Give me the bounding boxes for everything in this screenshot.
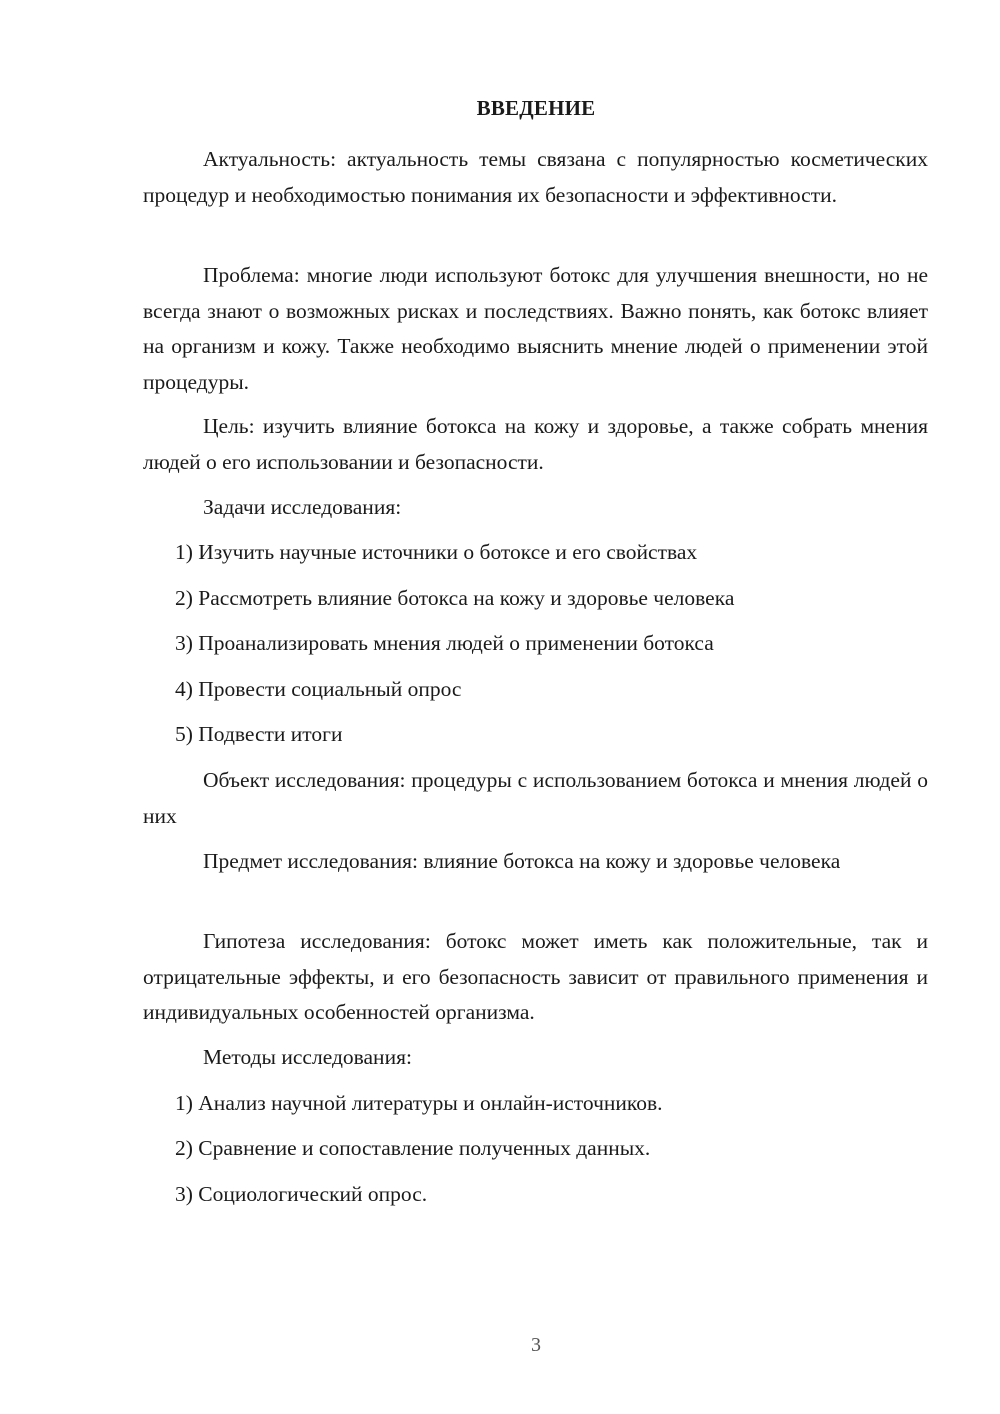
task-item: 4) Провести социальный опрос (175, 677, 462, 701)
task-item: 1) Изучить научные источники о ботоксе и его свойствах (175, 540, 698, 564)
hypothesis-paragraph: Гипотеза исследования: ботокс может иметь как положительные, так и отрицательные эффекты, и его безопасность зависит от правильного применения и индивидуальных особенностей организма. (143, 929, 928, 1024)
task-item: 5) Подвести итоги (175, 722, 343, 746)
method-item: 3) Социологический опрос. (175, 1182, 428, 1206)
relevance-paragraph: Актуальность: актуальность темы связана с популярностью косметических процедур и необходимостью понимания их безопасности и эффективности. (143, 147, 928, 207)
section-heading: ВВЕДЕНИЕ (476, 96, 596, 120)
problem-paragraph: Проблема: многие люди используют ботокс для улучшения внешности, но не всегда знают о возможных рисках и последствиях. Важно понять, как ботокс влияет на организм и кожу. Также необходимо выяснить мнение людей о применении этой процедуры. (143, 263, 928, 394)
page-number: 3 (531, 1334, 541, 1356)
method-item: 1) Анализ научной литературы и онлайн-источников. (175, 1091, 663, 1115)
method-item: 2) Сравнение и сопоставление полученных данных. (175, 1136, 651, 1160)
task-item: 2) Рассмотреть влияние ботокса на кожу и здоровье человека (175, 586, 735, 610)
object-paragraph: Объект исследования: процедуры с использованием ботокса и мнения людей о них (143, 768, 928, 828)
tasks-title: Задачи исследования: (203, 495, 402, 519)
subject-paragraph: Предмет исследования: влияние ботокса на кожу и здоровье человека (203, 849, 841, 873)
goal-paragraph: Цель: изучить влияние ботокса на кожу и здоровье, а также собрать мнения людей о его использовании и безопасности. (143, 414, 928, 474)
task-item: 3) Проанализировать мнения людей о применении ботокса (175, 631, 714, 655)
methods-title: Методы исследования: (203, 1045, 412, 1069)
